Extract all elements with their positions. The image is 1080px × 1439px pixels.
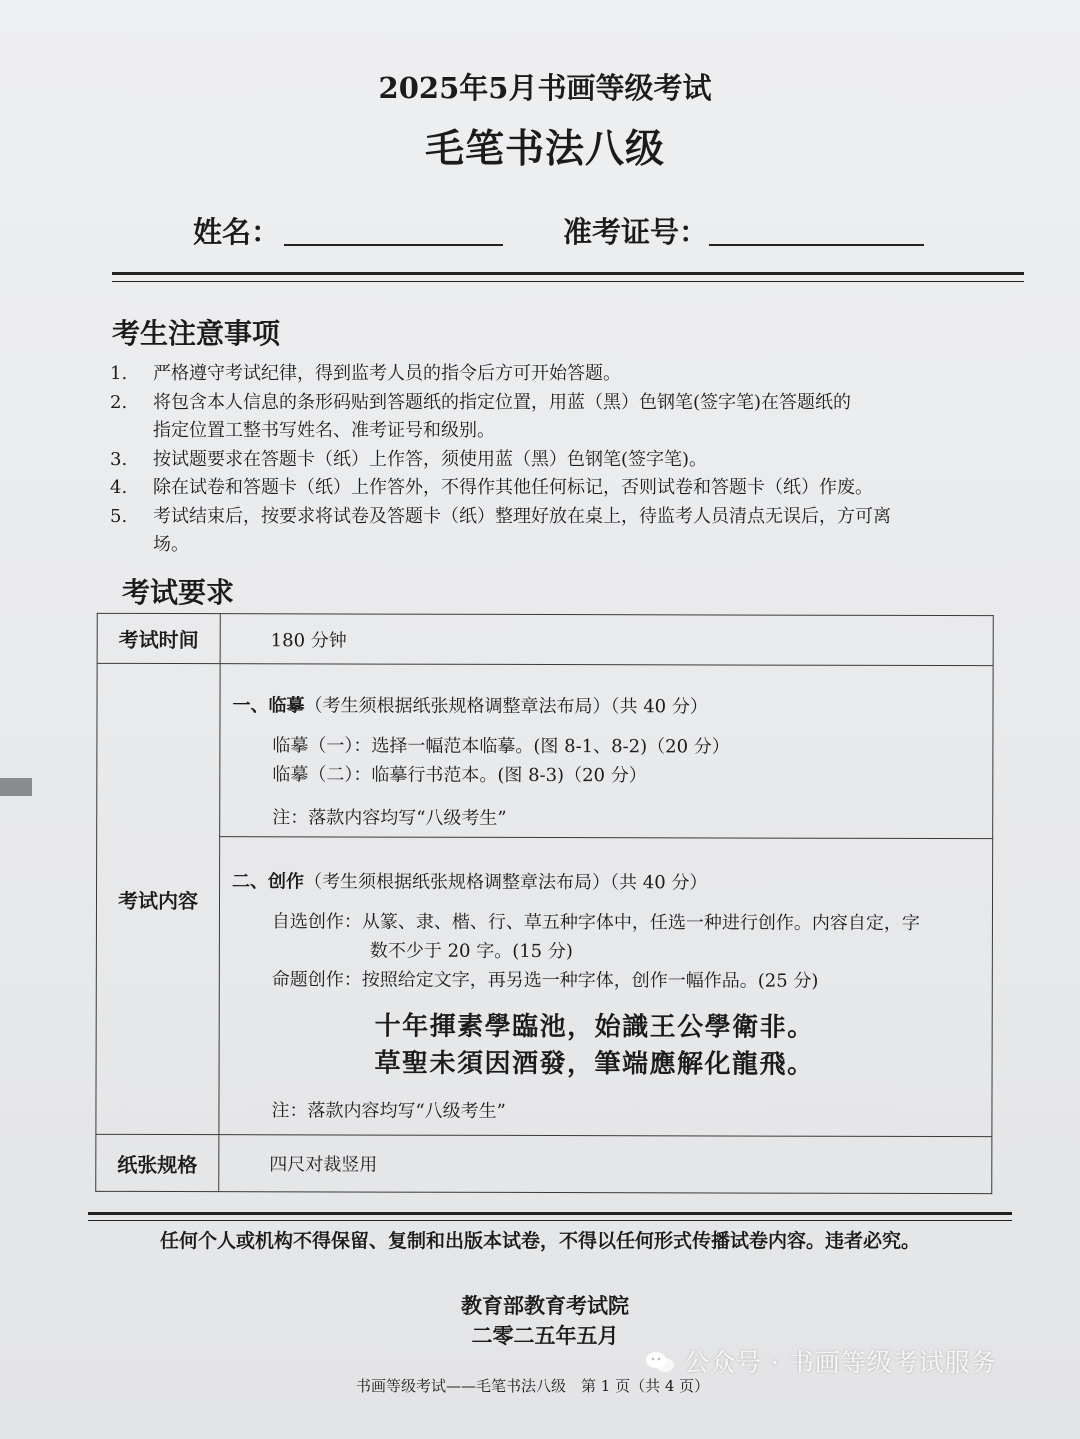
name-blank[interactable] <box>284 244 503 246</box>
exam-content-label: 考试内容 <box>96 663 220 1134</box>
footer-rule-bottom <box>88 1220 1012 1221</box>
table-row <box>96 1134 992 1193</box>
notice-item-continuation: 指定位置工整书写姓名、准考证号和级别。 <box>153 420 495 441</box>
assigned-creation-line: 命题创作：按照给定文字，再另选一种字体，创作一幅作品。(25 分) <box>271 968 819 992</box>
header-rule-bottom <box>112 281 1024 282</box>
subject-title: 毛笔书法八级 <box>424 126 665 172</box>
watermark: 公众号 · 书画等级考试服务 <box>645 1343 997 1379</box>
notice-heading: 考生注意事项 <box>112 317 281 350</box>
requirements-heading: 考试要求 <box>122 576 235 609</box>
notice-item-continuation: 场。 <box>153 534 189 555</box>
issuer-name: 教育部教育考试院 <box>461 1293 629 1318</box>
requirements-table <box>95 613 994 1194</box>
notice-item: 1. 严格遵守考试纪律，得到监考人员的指令后方可开始答题。 <box>110 363 621 384</box>
header-rule-top <box>112 272 1024 275</box>
notice-list <box>110 360 1010 560</box>
exam-time-value: 180 分钟 <box>220 614 993 666</box>
copying-line-2: 临摹（二）：临摹行书范本。(图 8-3)（20 分） <box>272 763 647 786</box>
free-creation-continuation: 数不少于 20 字。(15 分) <box>369 940 573 962</box>
notice-item: 3. 按试题要求在答题卡（纸）上作答，须使用蓝（黑）色钢笔(签字笔)。 <box>110 448 708 470</box>
poem-line: 草聖未須因酒發，筆端應解化龍飛。 <box>374 1048 815 1080</box>
copyright-notice: 任何个人或机构不得保留、复制和出版本试卷，不得以任何形式传播试卷内容。违者必究。 <box>159 1230 920 1252</box>
wechat-icon <box>645 1350 675 1374</box>
notice-item: 4. 除在试卷和答题卡（纸）上作答外，不得作其他任何标记，否则试卷和答题卡（纸）作废。 <box>110 477 873 498</box>
poem-line: 十年揮素學臨池，始識王公學衛非。 <box>374 1011 815 1043</box>
exam-title: 2025年5月书画等级考试 <box>378 71 712 105</box>
table-row <box>96 836 993 1136</box>
edge-tab <box>0 778 32 796</box>
section-creation <box>219 837 993 1137</box>
table-row <box>97 663 993 838</box>
notice-item: 5. 考试结束后，按要求将试卷及答题卡（纸）整理好放在桌上，待监考人员清点无误后，方可离 <box>110 505 891 527</box>
issue-date: 二零二五年五月 <box>471 1323 619 1348</box>
notice-item: 2. 将包含本人信息的条形码贴到答题纸的指定位置，用蓝（黑）色钢笔(签字笔)在答题纸的 <box>110 391 852 413</box>
paper-size-label: 纸张规格 <box>96 1134 219 1191</box>
copying-note: 注：落款内容均写“八级考生” <box>272 806 507 829</box>
section-title: 二、创作（考生须根据纸张规格调整章法布局）（共 40 分） <box>232 870 708 893</box>
exam-id-blank[interactable] <box>709 244 924 246</box>
section-copying <box>220 664 993 839</box>
exam-time-label: 考试时间 <box>97 613 220 663</box>
table-row <box>97 613 993 665</box>
name-label: 姓名： <box>193 215 281 249</box>
copying-line-1: 临摹（一）：选择一幅范本临摹。(图 8-1、8-2)（20 分） <box>272 734 730 757</box>
footer-rule-top <box>88 1212 1012 1215</box>
section-title: 一、临摹（考生须根据纸张规格调整章法布局）（共 40 分） <box>232 694 708 717</box>
creation-note: 注：落款内容均写“八级考生” <box>271 1099 506 1122</box>
poem <box>220 1008 992 1084</box>
exam-id-label: 准考证号： <box>563 215 709 249</box>
paper-size-value: 四尺对裁竖用 <box>219 1135 992 1194</box>
page-info: 书画等级考试——毛笔书法八级 第 1 页（共 4 页） <box>356 1377 710 1395</box>
free-creation-line: 自选创作：从篆、隶、楷、行、草五种字体中，任选一种进行创作。内容自定，字 <box>271 910 920 934</box>
